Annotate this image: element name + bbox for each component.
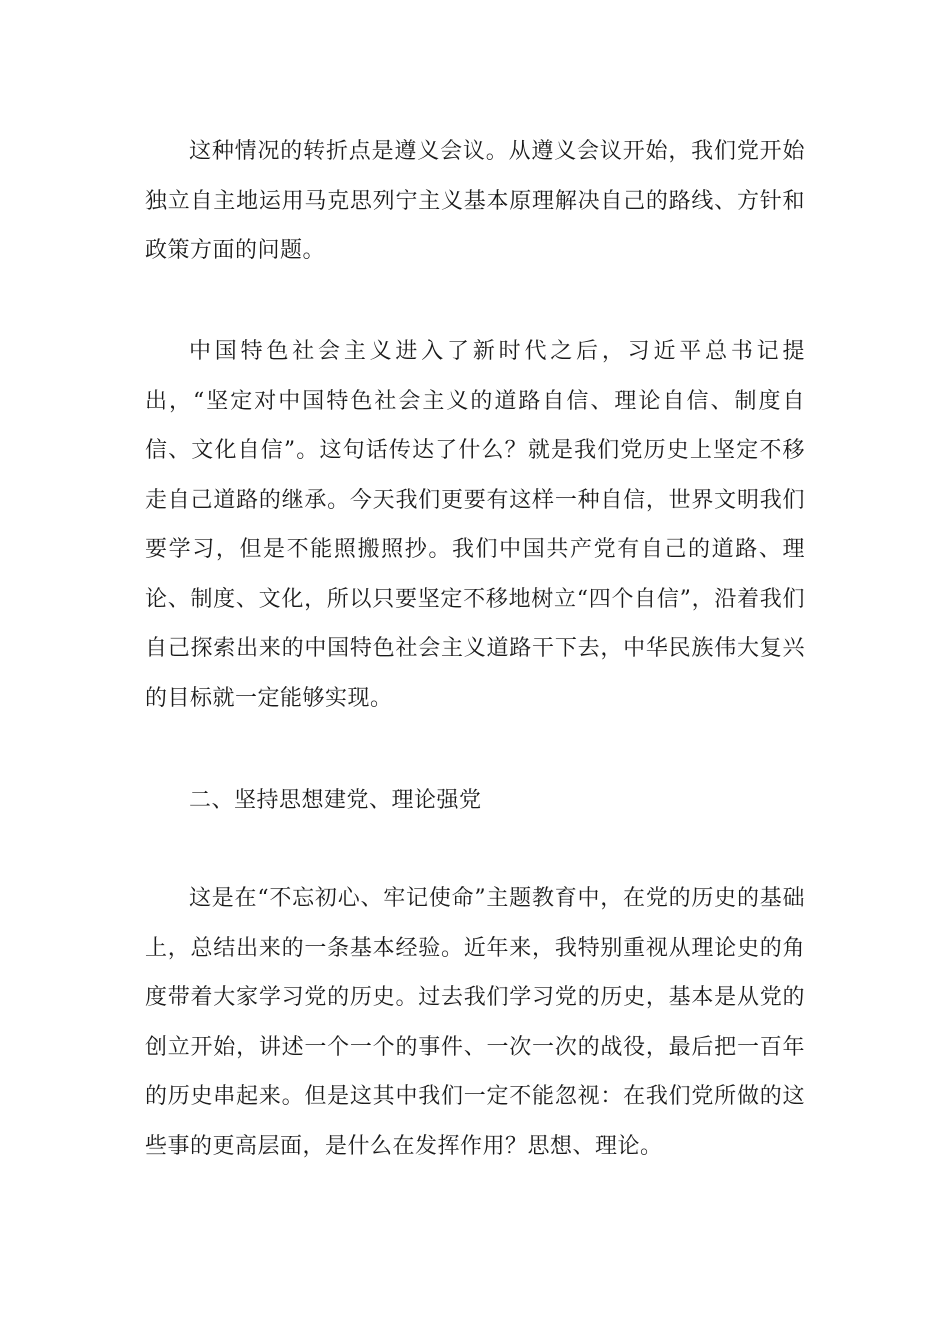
paragraph-four-confidences: 中国特色社会主义进入了新时代之后，习近平总书记提出，“坚定对中国特色社会主义的道路自信、理论自信、制度自信、文化自信”。这句话传达了什么？就是我们党历史上坚定不移走自己道路的继承。今天我们更要有这样一种自信，世界文明我们要学习，但是不能照搬照抄。我们中国共产党有自己的道路、理论、制度、文化，所以只要坚定不移地树立“四个自信”，沿着我们自己探索出来的中国特色社会主义道路干下去，中华民族伟大复兴的目标就一定能够实现。: [145, 339, 805, 711]
section-heading-two: 二、坚持思想建党、理论强党: [189, 788, 482, 813]
paragraph-zunyi-meeting: 这种情况的转折点是遵义会议。从遵义会议开始，我们党开始独立自主地运用马克思列宁主义基本原理解决自己的路线、方针和政策方面的问题。: [145, 139, 805, 263]
paragraph-theory-history: 这是在“不忘初心、牢记使命”主题教育中，在党的历史的基础上，总结出来的一条基本经验。近年来，我特别重视从理论史的角度带着大家学习党的历史。过去我们学习党的历史，基本是从党的创立开始，讲述一个一个的事件、一次一次的战役，最后把一百年的历史串起来。但是这其中我们一定不能忽视：在我们党所做的这些事的更高层面，是什么在发挥作用？思想、理论。: [145, 886, 805, 1159]
